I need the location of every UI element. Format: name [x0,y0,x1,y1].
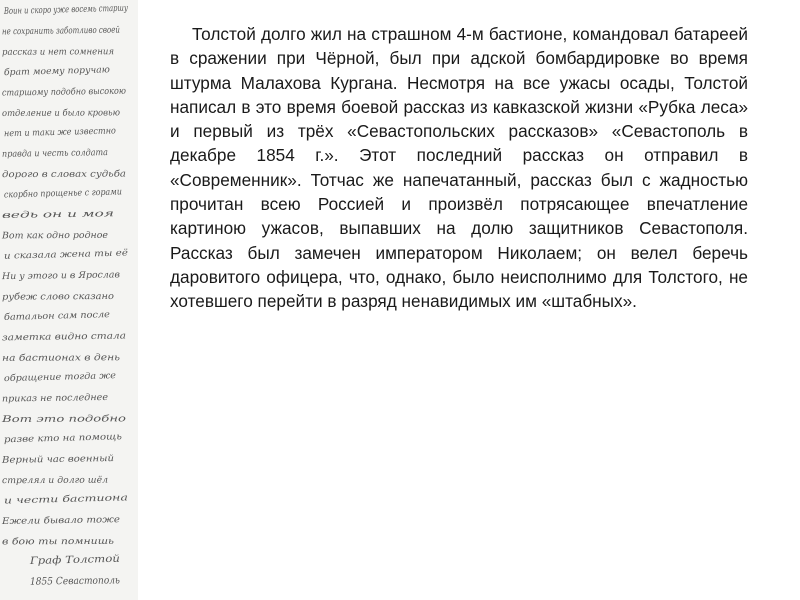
manuscript-line: батальон сам после [3,310,102,323]
manuscript-line: нет и таки же известно [3,126,128,140]
manuscript-line: Вот как одно родное [1,230,104,242]
manuscript-line: скорбно прощенье с горами [3,186,138,201]
manuscript-line: Верный час военный [1,454,102,466]
manuscript-line: Граф Толстой [29,554,107,568]
manuscript-line: и сказала жена ты её [3,248,112,262]
manuscript-image [0,0,168,600]
manuscript-line: отделение и было кровью [1,108,129,119]
manuscript-line: и чести бастиона [3,494,93,507]
manuscript-line: разве кто на помощь [3,432,108,446]
manuscript-line: старшому подобно высокою [1,86,141,99]
manuscript-line: брат моему поручаю [3,65,107,79]
manuscript-line: ведь он и моя [1,209,68,221]
manuscript-line: Воин и скоро уже восемь старшу [3,2,168,17]
handwritten-letter-scan [0,0,168,600]
manuscript-line: правда и честь солдата [1,147,121,160]
manuscript-line: рассказ и нет сомнения [1,47,120,58]
manuscript-line: 1855 Севастополь [29,575,130,588]
manuscript-line: не сохранить заботливо своей [1,25,153,38]
main-paragraph: Толстой долго жил на страшном 4-м бастионе, командовал батареей в сражении при Чёрной, был при адской бомбардировке во время штурма Малахова Кургана. Несмотря на все ужасы осады, Толстой написал в это время боевой рассказ из кавказской жизни «Рубка леса» и первый из трёх «Севастопольских рассказов» «Севастополь в декабре 1854 г.». Этот последний рассказ он отправил в «Современник». Тотчас же напечатанный, рассказ был с жадностью прочитан всею Россией и произвёл потрясающее впечатление картиною ужасов, выпавших на долю защитников Севастополя. Рассказ был замечен императором Николаем; он велел беречь даровитого офицера, что, однако, было неисполнимо для Толстого, не хотевшего перейти в разряд ненавидимых им «штабных». [170,24,748,312]
manuscript-line: в бою ты помнишь [1,536,95,548]
manuscript-line: Вот это подобно [1,414,87,425]
manuscript-line: Ежели бывало тоже [1,515,106,527]
manuscript-line: дорого в словах судьба [1,169,112,181]
manuscript-line: приказ не последнее [1,393,102,405]
manuscript-line: на бастионах в день [1,353,102,364]
manuscript-line: стрелял и долго шёл [1,475,105,487]
manuscript-line: Ни у этого и в Ярослав [1,270,116,283]
manuscript-line: обращение тогда же [3,371,109,385]
manuscript-line: заметка видно стала [1,331,109,344]
manuscript-line: рубеж слово сказано [1,292,105,303]
